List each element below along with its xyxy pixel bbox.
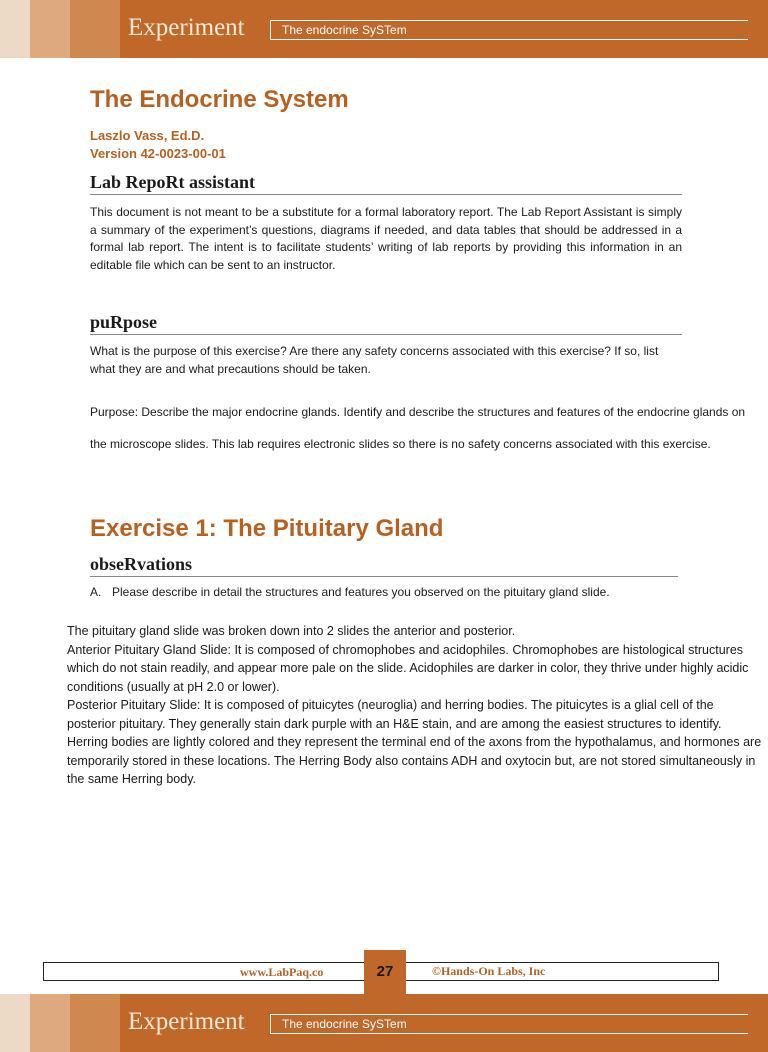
header-stripe xyxy=(0,994,30,1052)
answer-line: The pituitary gland slide was broken down into 2 slides the anterior and posterior. xyxy=(67,624,516,638)
header-stripe xyxy=(70,994,120,1052)
page-footer xyxy=(43,962,719,981)
page-header xyxy=(0,0,768,58)
header-stripe xyxy=(30,0,70,58)
question-text: Please describe in detail the structures and features you observed on the pituitary gland slide. xyxy=(112,585,610,599)
version: Version 42-0023-00-01 xyxy=(90,146,226,161)
header-label: Experiment xyxy=(128,1008,245,1035)
section-heading-lab-report: Lab RepoRt assistant xyxy=(90,172,682,195)
section-heading-observations: obseRvations xyxy=(90,554,678,577)
author: Laszlo Vass, Ed.D. xyxy=(90,128,205,143)
answer-line: Anterior Pituitary Gland Slide: It is composed of chromophobes and acidophiles. Chromophobes are histological structures which do not stain readily, and appear more pale on the slide. Acidophiles are darker in color, they thrive under highly acidic conditions (usually at pH 2.0 or lower). xyxy=(67,642,749,694)
next-page-header xyxy=(0,994,768,1052)
header-stripe xyxy=(70,0,120,58)
intro-paragraph: This document is not meant to be a substitute for a formal laboratory report. The Lab Report Assistant is simply a summary of the experiment’s questions, diagrams if needed, and data tables that should be addressed in a formal lab report. The intent is to facilitate students’ writing of lab reports by providing this information in an editable file which can be sent to an instructor. xyxy=(90,205,682,272)
header-stripe xyxy=(30,994,70,1052)
question-label: A. xyxy=(90,585,102,599)
page-number: 27 xyxy=(364,950,406,994)
section-heading-purpose: puRpose xyxy=(90,312,682,335)
footer-url: www.LabPaq.co xyxy=(240,965,324,979)
document-title: The Endocrine System xyxy=(90,86,349,113)
footer-copyright: ©Hands-On Labs, Inc xyxy=(432,964,546,978)
question-item xyxy=(90,585,610,599)
header-subtitle: The endocrine SySTem xyxy=(270,20,748,40)
header-stripe xyxy=(0,0,30,58)
purpose-question: What is the purpose of this exercise? Are there any safety concerns associated with this exercise? If so, list what they are and what precautions should be taken. xyxy=(90,344,659,376)
observation-answer xyxy=(67,622,762,789)
header-subtitle: The endocrine SySTem xyxy=(270,1014,748,1034)
answer-line: Posterior Pituitary Slide: It is composed of pituicytes (neuroglia) and herring bodies. The pituicytes is a glial cell of the posterior pituitary. They generally stain dark purple with an H&E stain, and are among the easiest structures to identify. Herring bodies are lightly colored and they represent the terminal end of the axons from the hypothalamus, and hormones are temporarily stored in these locations. The Herring Body also contains ADH and oxytocin but, are not stored simultaneously in the same Herring body. xyxy=(67,698,762,786)
exercise-title: Exercise 1: The Pituitary Gland xyxy=(90,515,444,542)
header-label: Experiment xyxy=(128,14,245,41)
purpose-answer: Purpose: Describe the major endocrine glands. Identify and describe the structures and features of the endocrine glands on the microscope slides. This lab requires electronic slides so there is no safety concerns associated with this exercise. xyxy=(90,405,746,451)
